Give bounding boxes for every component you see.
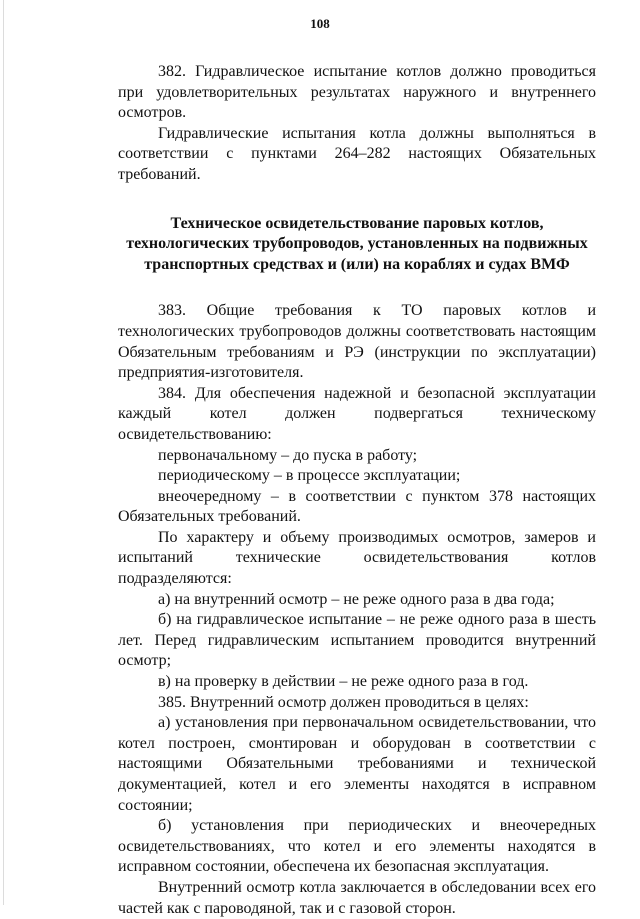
- paragraph-385-item-b: б) установления при периодических и внеочередных освидетельствованиях, что котел и его элементы находятся в исправном состоянии, обеспечена их безопасная эксплуатация.: [118, 817, 596, 876]
- paragraph-383: 383. Общие требования к ТО паровых котлов и технологических трубопроводов должны соответствовать настоящим Обязательным требованиям и РЭ (инструкции по эксплуатации) предприятия-изготовителя.: [118, 302, 596, 382]
- exam-type-extraordinary: внеочередному – в соответствии с пунктом 378 настоящих Обязательных требований.: [118, 487, 596, 526]
- scan-edge: [3, 0, 4, 905]
- page-number: 108: [310, 16, 330, 31]
- paragraph-385: 385. Внутренний осмотр должен проводиться в целях:: [158, 693, 529, 711]
- paragraph-385-final: Внутренний осмотр котла заключается в обследовании всех его частей как с пароводяной, так и с газовой сторон.: [118, 878, 596, 917]
- exam-type-initial: первоначальному – до пуска в работу;: [158, 446, 418, 464]
- paragraph-382-hydraulic-tests: Гидравлические испытания котла должны выполняться в соответствии с пунктами 264–282 настоящих Обязательных требований.: [118, 124, 596, 183]
- page-body: [118, 62, 596, 919]
- section-heading: Техническое освидетельствование паровых котлов, технологических трубопроводов, установленных на подвижных транспортных средствах и (или) на кораблях и судах ВМФ: [126, 214, 588, 273]
- paragraph-exam-classification: По характеру и объему производимых осмотров, замеров и испытаний технические освидетельствования котлов подразделяются:: [118, 528, 596, 588]
- list-item-a: а) на внутренний осмотр – не реже одного раза в два года;: [158, 590, 555, 608]
- exam-type-periodic: периодическому – в процессе эксплуатации;: [158, 467, 461, 485]
- list-item-b: б) на гидравлическое испытание – не реже одного раза в шесть лет. Перед гидравлическим испытанием проводится внутренний осмотр;: [118, 611, 596, 670]
- paragraph-385-item-a: а) установления при первоначальном освидетельствовании, что котел построен, смонтирован и оборудован в соответствии с настоящими Обязательными требованиями и технической документацией, котел и его элементы находятся в исправном состоянии;: [118, 714, 596, 814]
- list-item-c: в) на проверку в действии – не реже одного раза в год.: [158, 673, 529, 691]
- paragraph-382: 382. Гидравлическое испытание котлов должно проводиться при удовлетворительных результатах наружного и внутреннего осмотров.: [118, 63, 596, 122]
- paragraph-384: 384. Для обеспечения надежной и безопасной эксплуатации каждый котел должен подвергаться техническому освидетельствованию:: [118, 384, 596, 443]
